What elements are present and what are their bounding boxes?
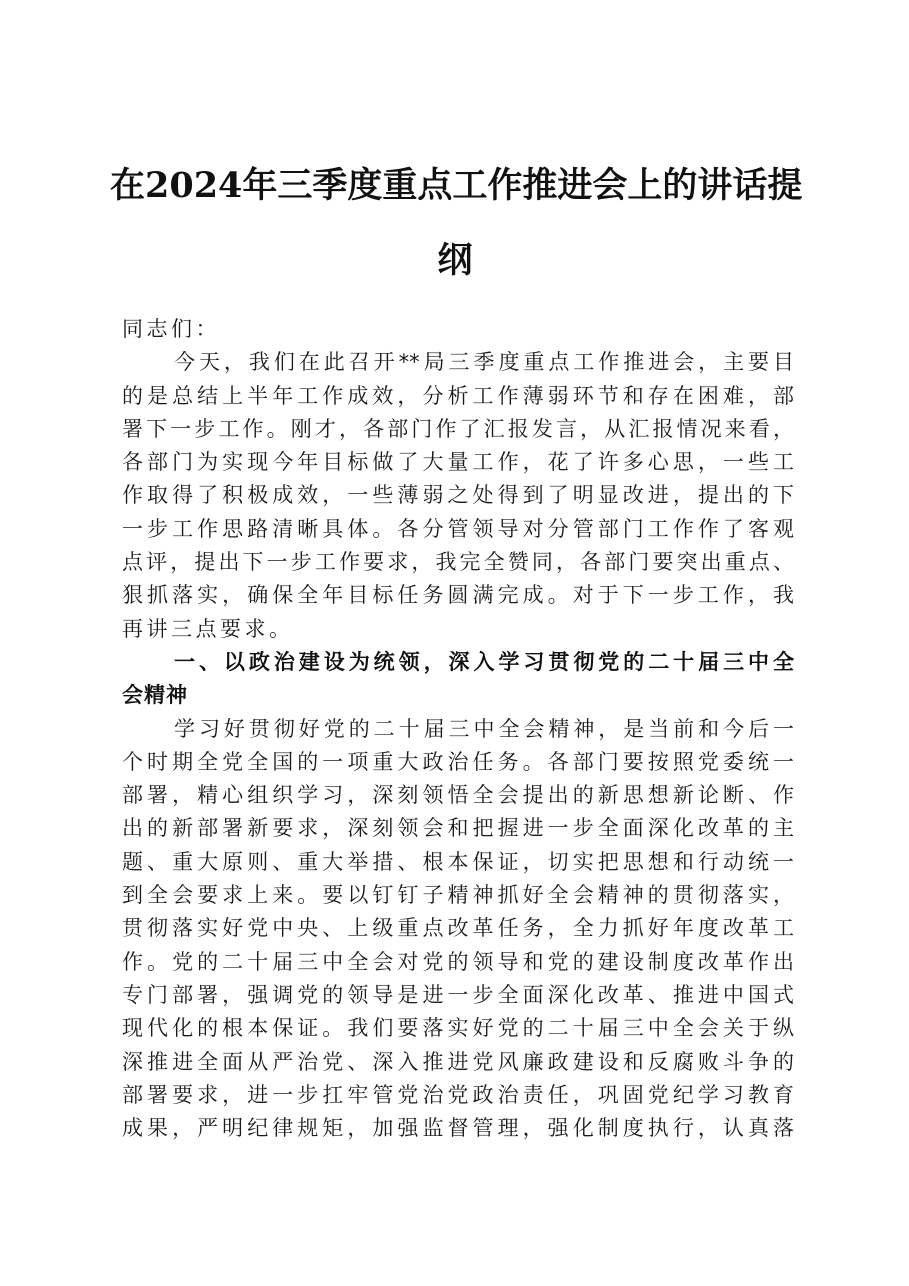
body-line: 部署，精心组织学习，深刻领悟全会提出的新思想新论断、作 bbox=[122, 783, 794, 808]
body-line: 作取得了积极成效，一些薄弱之处得到了明显改进，提出的下 bbox=[122, 483, 794, 508]
body-line: 作。党的二十届三中全会对党的领导和党的建设制度改革作出 bbox=[122, 949, 794, 974]
body-line: 今天，我们在此召开**局三季度重点工作推进会，主要目 bbox=[174, 350, 794, 375]
body-line: 学习好贯彻好党的二十届三中全会精神，是当前和今后一 bbox=[174, 716, 794, 741]
body-line: 成果，严明纪律规矩，加强监督管理，强化制度执行，认真落 bbox=[122, 1116, 794, 1141]
body-line: 到全会要求上来。要以钉钉子精神抓好全会精神的贯彻落实， bbox=[122, 883, 794, 908]
document-title-line-1: 在2024年三季度重点工作推进会上的讲话提 bbox=[110, 165, 803, 206]
body-line: 一步工作思路清晰具体。各分管领导对分管部门工作作了客观 bbox=[122, 516, 794, 541]
body-line: 点评，提出下一步工作要求，我完全赞同，各部门要突出重点、 bbox=[122, 550, 794, 575]
body-line: 狠抓落实，确保全年目标任务圆满完成。对于下一步工作，我 bbox=[122, 583, 794, 608]
body-line: 现代化的根本保证。我们要落实好党的二十届三中全会关于纵 bbox=[122, 1016, 794, 1041]
body-line: 的是总结上半年工作成效，分析工作薄弱环节和存在困难，部 bbox=[122, 383, 794, 408]
body-line: 贯彻落实好党中央、上级重点改革任务，全力抓好年度改革工 bbox=[122, 916, 794, 941]
section-heading-line: 会精神 bbox=[122, 683, 188, 708]
body-line: 再讲三点要求。 bbox=[122, 616, 294, 641]
body-line: 出的新部署新要求，深刻领会和把握进一步全面深化改革的主 bbox=[122, 816, 794, 841]
body-line: 题、重大原则、重大举措、根本保证，切实把思想和行动统一 bbox=[122, 849, 794, 874]
salutation: 同志们： bbox=[122, 317, 220, 341]
body-line: 个时期全党全国的一项重大政治任务。各部门要按照党委统一 bbox=[122, 749, 794, 774]
body-line: 部署要求，进一步扛牢管党治党政治责任，巩固党纪学习教育 bbox=[122, 1082, 794, 1107]
body-line: 各部门为实现今年目标做了大量工作，花了许多心思，一些工 bbox=[122, 450, 794, 475]
body-line: 专门部署，强调党的领导是进一步全面深化改革、推进中国式 bbox=[122, 982, 794, 1007]
body-line: 署下一步工作。刚才，各部门作了汇报发言，从汇报情况来看， bbox=[122, 416, 794, 441]
document-title-line-2: 纲 bbox=[437, 240, 473, 281]
section-heading-line: 一、以政治建设为统领，深入学习贯彻党的二十届三中全 bbox=[174, 649, 794, 674]
document-body bbox=[122, 313, 794, 1145]
body-line: 深推进全面从严治党、深入推进党风廉政建设和反腐败斗争的 bbox=[122, 1049, 794, 1074]
